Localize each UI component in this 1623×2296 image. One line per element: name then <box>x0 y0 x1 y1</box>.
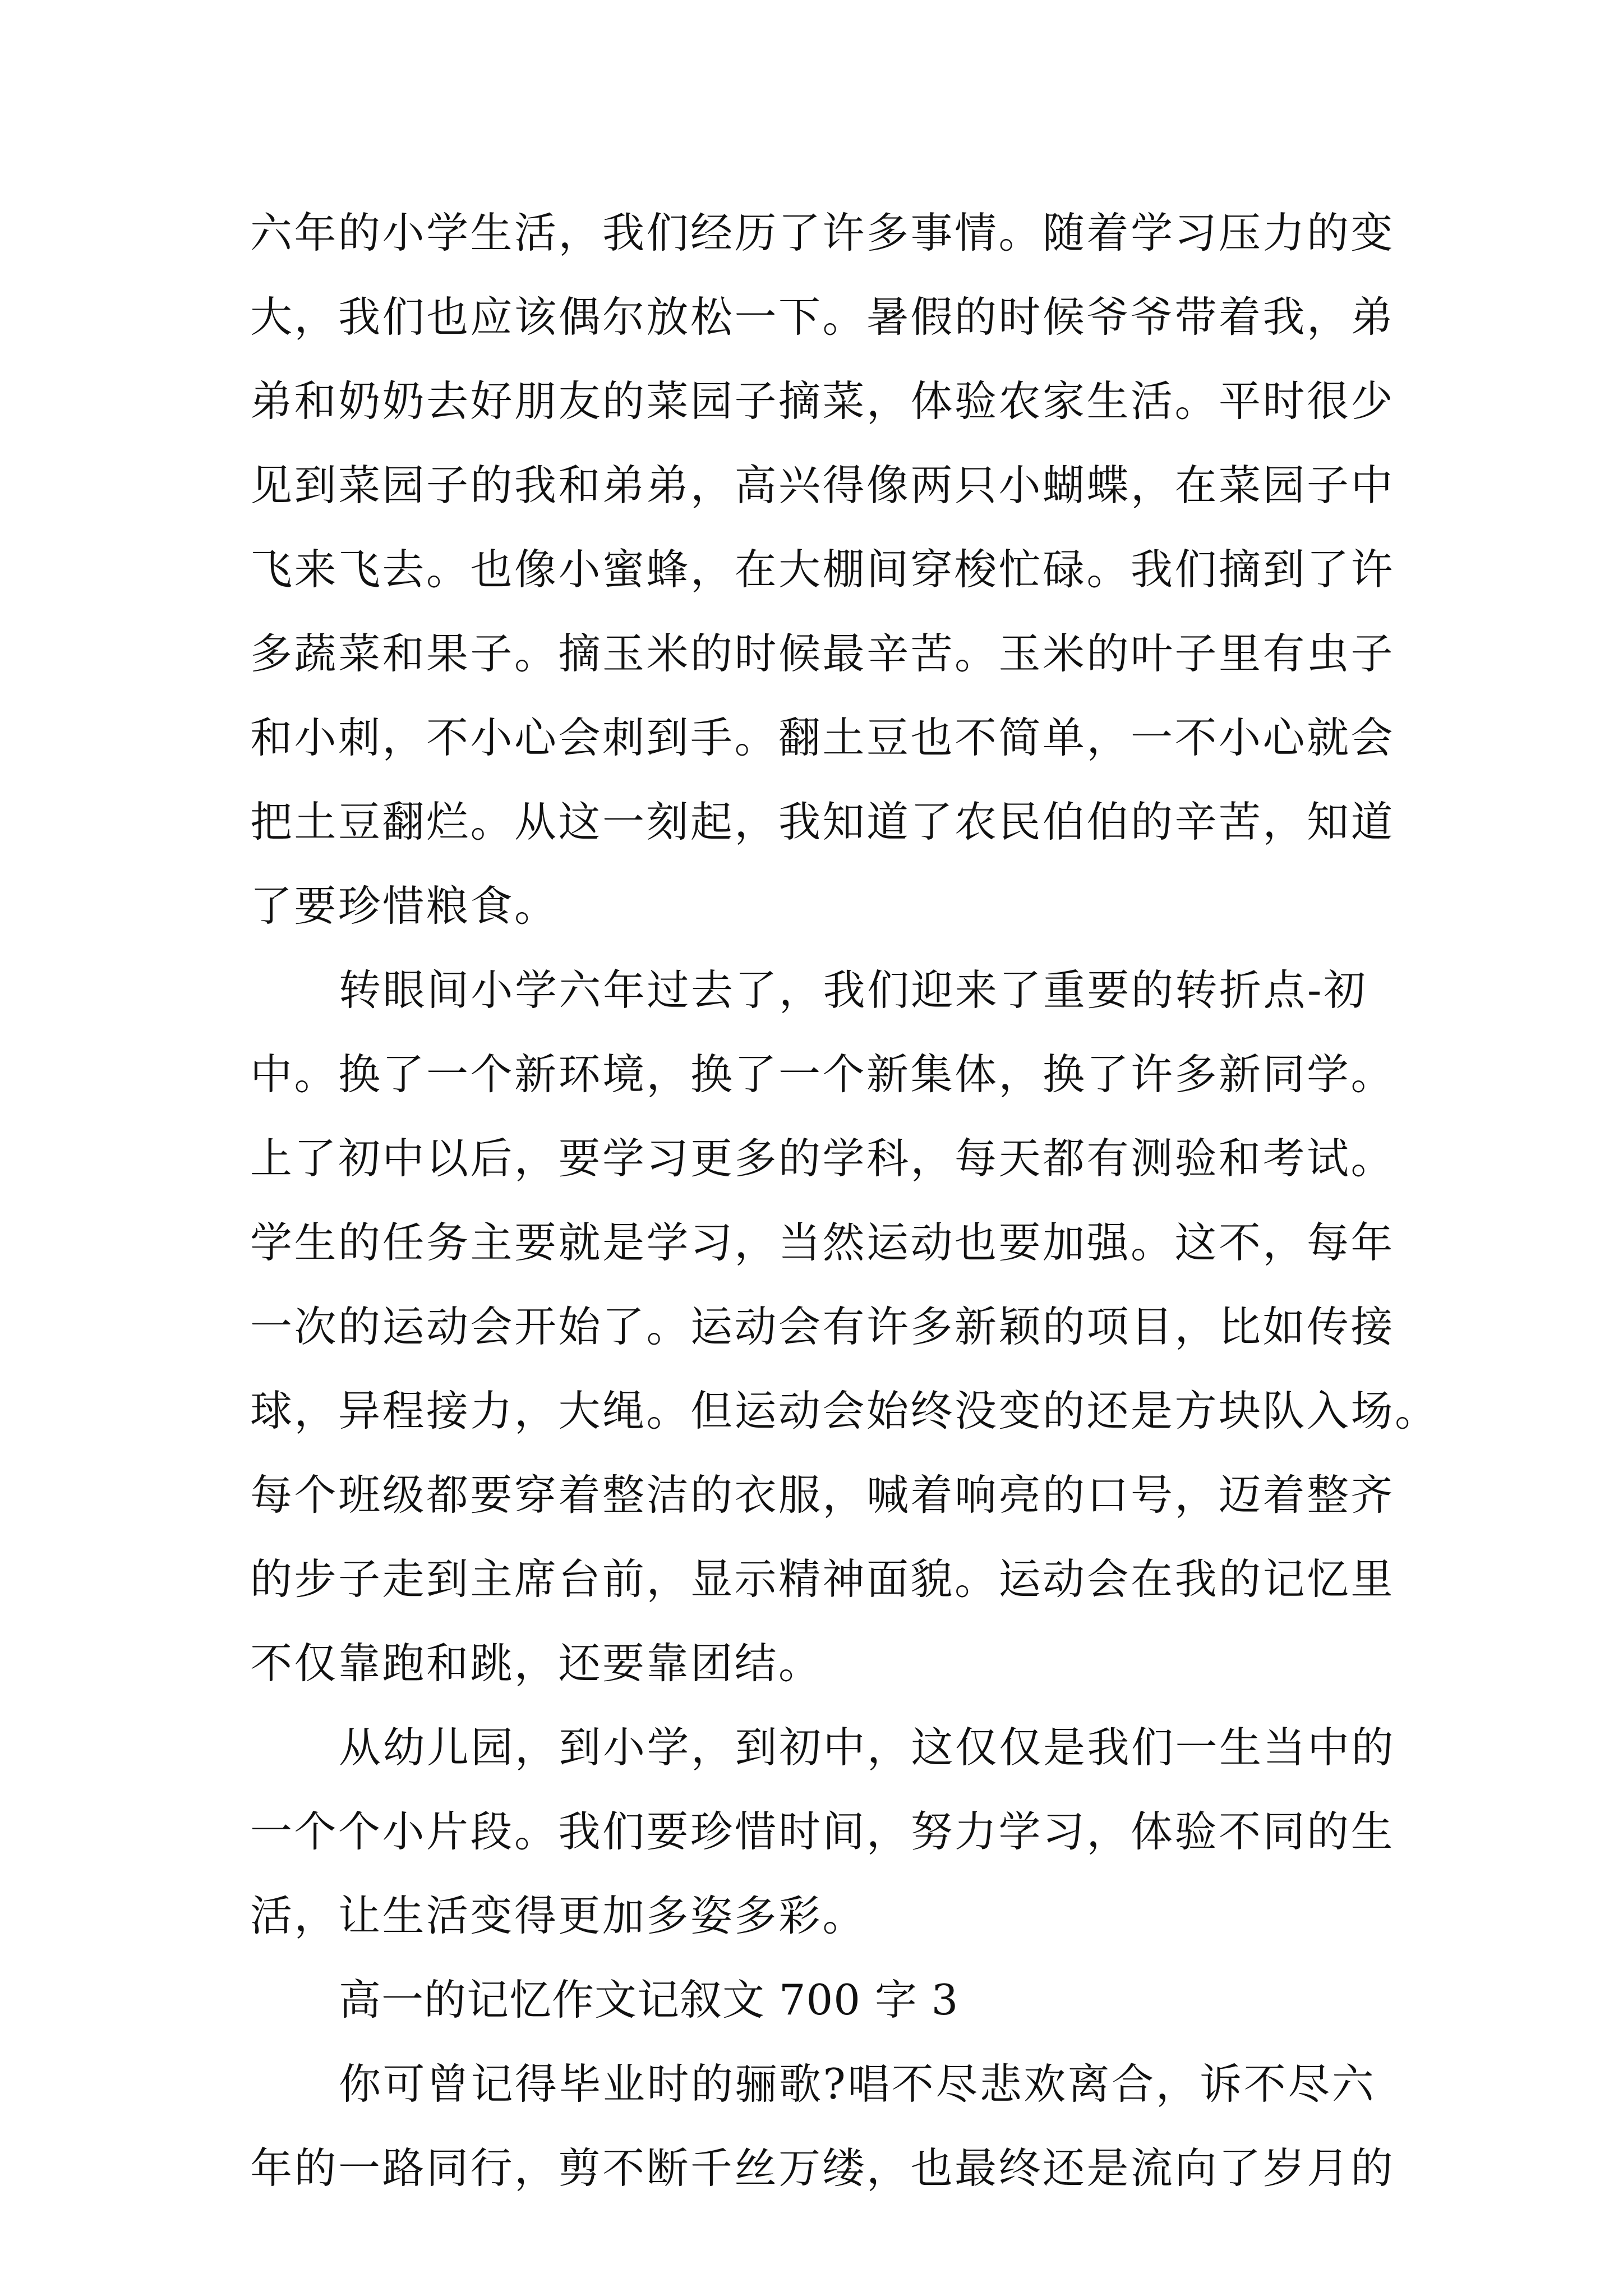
paragraph-1 <box>250 191 1394 948</box>
text-line: 球，异程接力，大绳。但运动会始终没变的还是方块队入场。 <box>250 1386 1439 1435</box>
text-line: 从幼儿园，到小学，到初中，这仅仅是我们一生当中的 <box>339 1723 1396 1772</box>
text-line: 上了初中以后，要学习更多的学科，每天都有测验和考试。 <box>250 1134 1395 1183</box>
text-line: 了要珍惜粮食。 <box>250 881 559 931</box>
text-line: 飞来飞去。也像小蜜蜂，在大棚间穿梭忙碌。我们摘到了许 <box>250 545 1395 594</box>
paragraph-2 <box>250 948 1439 1705</box>
text-line: 你可曾记得毕业时的骊歌?唱不尽悲欢离合，诉不尽六 <box>339 2059 1376 2109</box>
text-line: 学生的任务主要就是学习，当然运动也要加强。这不，每年 <box>250 1218 1395 1267</box>
text-line: 弟和奶奶去好朋友的菜园子摘菜，体验农家生活。平时很少 <box>250 376 1395 426</box>
text-line: 中。换了一个新环境，换了一个新集体，换了许多新同学。 <box>250 1050 1395 1099</box>
text-line: 大，我们也应该偶尔放松一下。暑假的时候爷爷带着我，弟 <box>250 292 1395 342</box>
paragraph-3 <box>250 1705 1394 1958</box>
text-line: 每个班级都要穿着整洁的衣服，喊着响亮的口号，迈着整齐 <box>250 1470 1395 1520</box>
text-line: 和小刺，不小心会刺到手。翻土豆也不简单，一不小心就会 <box>250 713 1395 762</box>
section-heading: 高一的记忆作文记叙文 700 字 3 <box>339 1975 959 2024</box>
text-line: 一个个小片段。我们要珍惜时间，努力学习，体验不同的生 <box>250 1807 1395 1856</box>
text-line: 活，让生活变得更加多姿多彩。 <box>250 1891 867 1940</box>
text-line: 不仅靠跑和跳，还要靠团结。 <box>250 1639 823 1688</box>
text-line: 的步子走到主席台前，显示精神面貌。运动会在我的记忆里 <box>250 1554 1395 1604</box>
text-line: 转眼间小学六年过去了，我们迎来了重要的转折点-初 <box>339 965 1368 1015</box>
text-line: 六年的小学生活，我们经历了许多事情。随着学习压力的变 <box>250 208 1395 257</box>
text-line: 一次的运动会开始了。运动会有许多新颖的项目，比如传接 <box>250 1302 1395 1351</box>
paragraph-4 <box>250 2042 1394 2210</box>
text-line: 多蔬菜和果子。摘玉米的时候最辛苦。玉米的叶子里有虫子 <box>250 629 1395 678</box>
document-body <box>250 191 1439 2210</box>
text-line: 把土豆翻烂。从这一刻起，我知道了农民伯伯的辛苦，知道 <box>250 797 1395 846</box>
text-line: 见到菜园子的我和弟弟，高兴得像两只小蝴蝶，在菜园子中 <box>250 461 1395 510</box>
text-line: 年的一路同行，剪不断千丝万缕，也最终还是流向了岁月的 <box>250 2143 1395 2193</box>
